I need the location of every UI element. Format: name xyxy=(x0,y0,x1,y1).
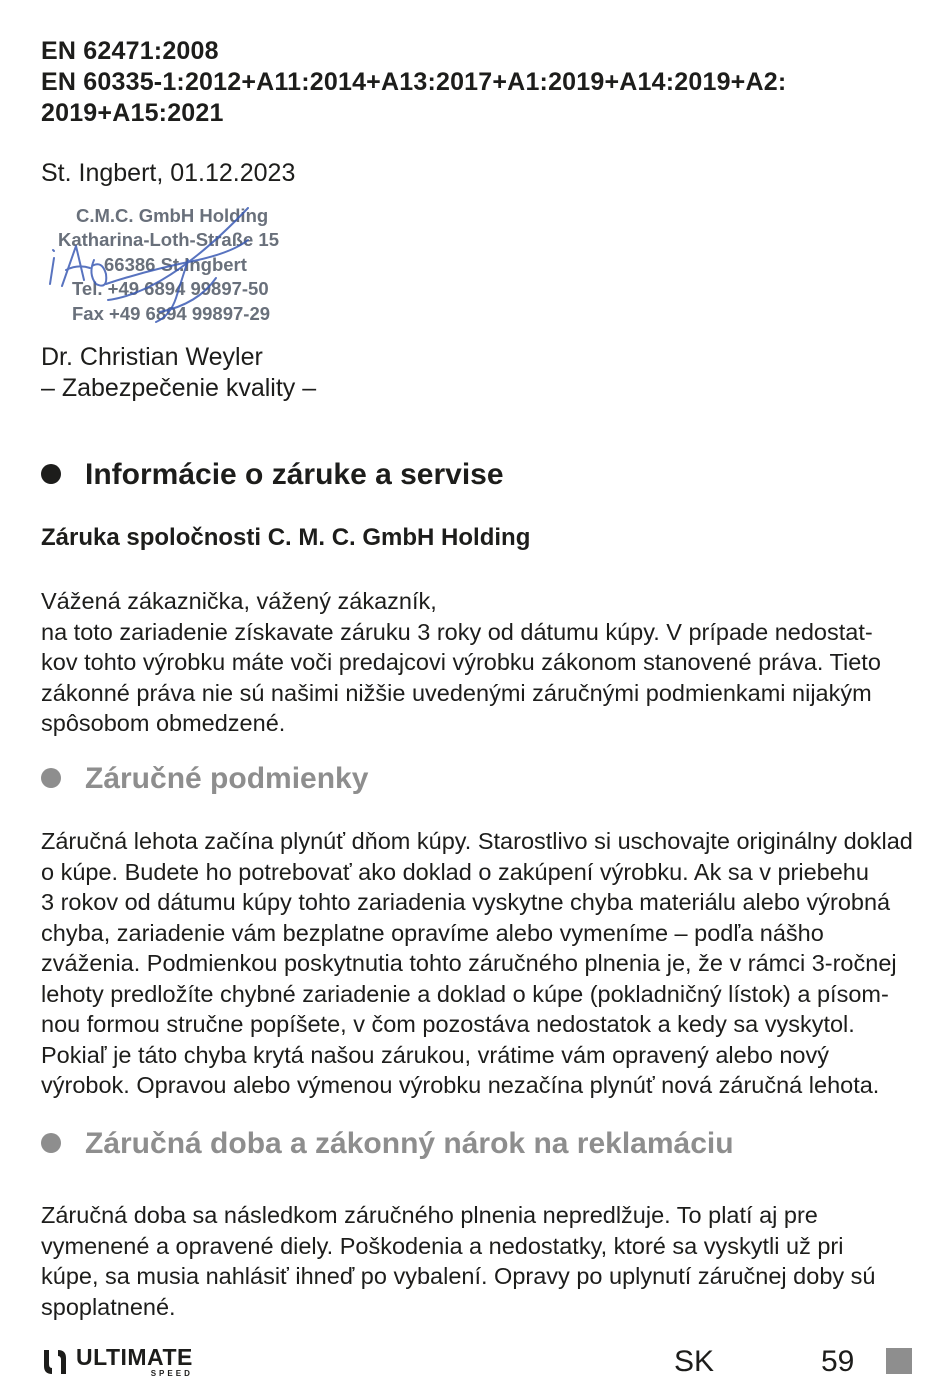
text-line: Pokiaľ je táto chyba krytá našou zárukou, vrátime vám opravený alebo nový xyxy=(41,1041,829,1068)
text-line: lehoty predložíte chybné zariadenie a doklad o kúpe (pokladničný lístok) a písom- xyxy=(41,980,889,1007)
text-line: o kúpe. Budete ho potrebovať ako doklad o zakúpení výrobku. Ak sa v priebehu xyxy=(41,858,869,885)
bullet-icon xyxy=(41,768,61,788)
bullet-icon xyxy=(41,1133,61,1153)
standard-line: 2019+A15:2021 xyxy=(41,99,224,127)
ultimate-logo-icon xyxy=(40,1346,70,1378)
standard-line: EN 60335-1:2012+A11:2014+A13:2017+A1:2019+A14:2019+A2: xyxy=(41,68,787,96)
text-line: Záručná lehota začína plynúť dňom kúpy. Starostlivo si uschovajte originálny doklad xyxy=(41,828,913,854)
text-line: zváženia. Podmienkou poskytnutia tohto záručného plnenia je, že v rámci 3-ročnej xyxy=(41,950,897,976)
signatory-name: Dr. Christian Weyler xyxy=(41,343,263,371)
text-line: 3 rokov od dátumu kúpy tohto zariadenia vyskytne chyba materiálu alebo výrobná xyxy=(41,889,891,915)
text-line: kúpe, sa musia nahlásiť ihneď po vybalení. Opravy po uplynutí záručnej doby sú xyxy=(41,1263,876,1289)
text-line: vymenené a opravené diely. Poškodenia a nedostatky, ktoré sa vyskytli už pri xyxy=(41,1232,844,1259)
brand-subline: SPEED xyxy=(150,1369,193,1378)
place-date: St. Ingbert, 01.12.2023 xyxy=(41,159,296,187)
stamp-line: Fax +49 6894 99897-29 xyxy=(72,302,271,324)
standards-list xyxy=(41,36,921,129)
text-line: zákonné práva nie sú našimi nižšie uvedenými záručnými podmienkami nijakým xyxy=(41,679,872,706)
conditions-paragraph xyxy=(41,826,921,1101)
warranty-heading: Záruka spoločnosti C. M. C. GmbH Holding xyxy=(41,524,531,551)
stamp-line: C.M.C. GmbH Holding xyxy=(76,205,269,226)
text-line: výrobok. Opravou alebo výmenou výrobku nezačína plynúť nová záručná lehota. xyxy=(41,1072,880,1098)
brand-logo xyxy=(40,1345,193,1379)
text-line: na toto zariadenie získavate záruku 3 roky od dátumu kúpy. V prípade nedostat- xyxy=(41,618,873,645)
brand-name: ULTIMATE xyxy=(76,1344,193,1370)
warranty-period-paragraph xyxy=(41,1200,921,1322)
intro-paragraph xyxy=(41,586,921,739)
stamp-line: Katharina-Loth-Straße 15 xyxy=(58,229,280,251)
signatory-role: – Zabezpečenie kvality – xyxy=(41,374,317,402)
text-line: spoplatnené. xyxy=(41,1293,176,1320)
section-heading-conditions xyxy=(41,759,368,799)
text-line: Vážená zákaznička, vážený zákazník, xyxy=(41,588,437,614)
standard-line: EN 62471:2008 xyxy=(41,37,219,65)
page-number: 59 xyxy=(821,1345,855,1378)
handwritten-signature xyxy=(48,200,348,330)
section-heading-warranty-info xyxy=(41,455,504,495)
section-title: Záručné podmienky xyxy=(85,762,369,795)
text-line: chyba, zariadenie vám bezplatne opravíme alebo vymeníme – podľa nášho xyxy=(41,919,824,946)
company-stamp xyxy=(48,200,348,330)
section-title: Záručná doba a zákonný nárok na reklamáciu xyxy=(85,1127,734,1160)
text-line: Záručná doba sa následkom záručného plnenia nepredlžuje. To platí aj pre xyxy=(41,1202,818,1228)
language-code: SK xyxy=(674,1345,715,1378)
stamp-line: 66386 St.Ingbert xyxy=(104,253,247,275)
page-marker xyxy=(886,1348,912,1374)
text-line: kov tohto výrobku máte voči predajcovi výrobku zákonom stanovené práva. Tieto xyxy=(41,649,881,675)
section-title: Informácie o záruke a servise xyxy=(85,458,504,491)
text-line: spôsobom obmedzené. xyxy=(41,710,286,736)
bullet-icon xyxy=(41,464,61,484)
text-line: nou formou stručne popíšete, v čom pozostáva nedostatok a kedy sa vyskytol. xyxy=(41,1011,855,1037)
section-heading-warranty-period xyxy=(41,1124,734,1164)
signatory xyxy=(41,342,316,404)
stamp-line: Tel. +49 6894 99897-50 xyxy=(72,278,269,300)
